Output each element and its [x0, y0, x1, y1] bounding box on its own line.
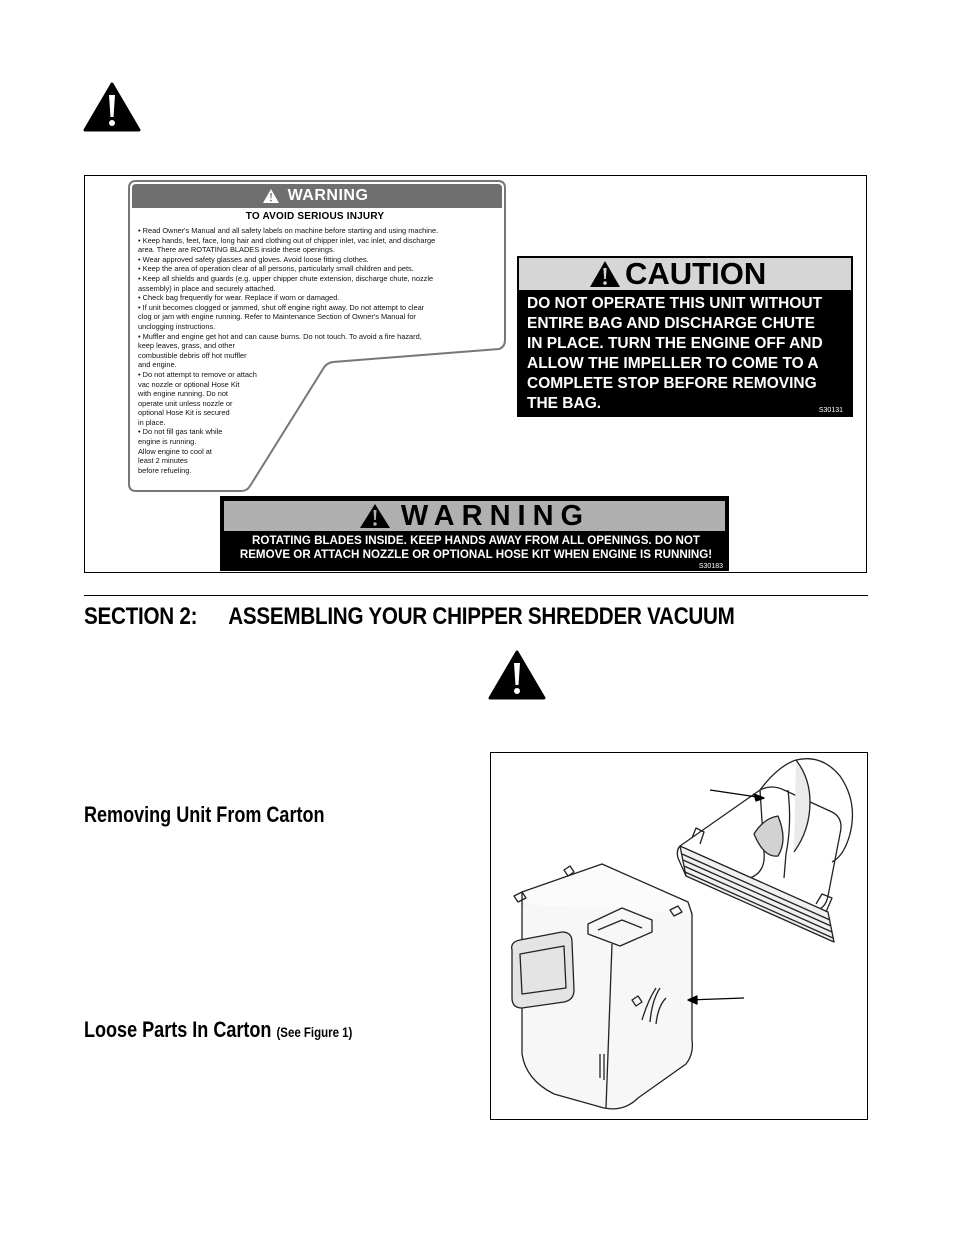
strip-header: WARNING [224, 501, 725, 531]
warning-line: • Read Owner's Manual and all safety labels on machine before starting and using machine. [138, 226, 439, 235]
warning-line: • Wear approved safety glasses and gloves. Avoid loose fitting clothes. [138, 254, 369, 264]
warning-line: combustible debris off hot muffler [138, 350, 247, 360]
warning-line: optional Hose Kit is secured [138, 408, 230, 418]
warning-line: unclogging instructions. [138, 321, 216, 331]
warning-line: • Keep hands, feet, face, long hair and clothing out of chipper inlet, vac inlet, and discharge [138, 235, 436, 245]
warning-line: and engine. [138, 360, 177, 370]
warning-line: • Do not fill gas tank while [138, 427, 223, 437]
warning-triangle-icon [359, 503, 391, 529]
section-heading: SECTION 2: ASSEMBLING YOUR CHIPPER SHREDDER VACUUM [84, 603, 735, 630]
safety-alert-icon [83, 82, 141, 132]
warning-line: clog or jam with engine running. Refer to Maintenance Section of Owner's Manual for [138, 312, 416, 322]
caution-triangle-icon [589, 260, 621, 288]
warning-line: • Keep the area of operation clear of all persons, particularly small children and pets. [138, 264, 414, 274]
warning-decal-title: WARNING [128, 184, 502, 208]
strip-part-number: S30183 [698, 563, 723, 570]
loose-parts-heading: Loose Parts In Carton (See Figure 1) [84, 1017, 353, 1042]
warning-line: • If unit becomes clogged or jammed, shut off engine right away. Do not attempt to clear [138, 302, 425, 312]
loose-parts-illustration [492, 754, 866, 1118]
safety-alert-icon [488, 650, 546, 700]
removing-unit-heading: Removing Unit From Carton [84, 802, 325, 827]
warning-line: • Muffler and engine get hot and can cause burns. Do not touch. To avoid a fire hazard, [138, 331, 422, 341]
warning-line: • Check bag frequently for wear. Replace if worn or damaged. [138, 293, 340, 303]
warning-line: vac nozzle or optional Hose Kit [138, 379, 240, 389]
warning-decal-list [138, 226, 438, 475]
caution-part-number: S30131 [818, 407, 843, 414]
warning-line: in place. [138, 417, 166, 427]
caution-text: DO NOT OPERATE THIS UNIT WITHOUT ENTIRE BAG AND DISCHARGE CHUTE IN PLACE. TURN THE ENGINE OFF AND ALLOW THE IMPELLER TO COME TO A COMPLETE STOP BEFORE REMOVING THE BAG. [527, 295, 823, 412]
warning-line: • Do not attempt to remove or attach [138, 369, 257, 379]
section-divider [84, 595, 868, 596]
strip-text: ROTATING BLADES INSIDE. KEEP HANDS AWAY FROM ALL OPENINGS. DO NOT REMOVE OR ATTACH NOZZLE OR OPTIONAL HOSE KIT WHEN ENGINE IS RUNNING! [239, 534, 713, 561]
warning-line: assembly) in place and securely attached. [138, 283, 276, 293]
warning-decal-subtitle: TO AVOID SERIOUS INJURY [245, 211, 385, 222]
warning-line: with engine running. Do not [138, 389, 228, 399]
warning-line: Allow engine to cool at [138, 446, 212, 456]
warning-line: least 2 minutes [138, 456, 188, 466]
warning-line: operate unit unless nozzle or [138, 398, 233, 408]
warning-line: • Keep all shields and guards (e.g. upper chipper chute extension, discharge chute, nozzle [138, 273, 434, 283]
caution-decal [517, 256, 853, 417]
warning-line: engine is running. [138, 437, 197, 447]
caution-header: CAUTION [519, 258, 851, 290]
warning-line: keep leaves, grass, and other [138, 341, 235, 351]
rotating-blades-warning-decal [220, 496, 729, 571]
warning-triangle-icon [262, 188, 280, 204]
warning-line: area. There are ROTATING BLADES inside these openings. [138, 245, 335, 255]
warning-line: before refueling. [138, 465, 192, 475]
